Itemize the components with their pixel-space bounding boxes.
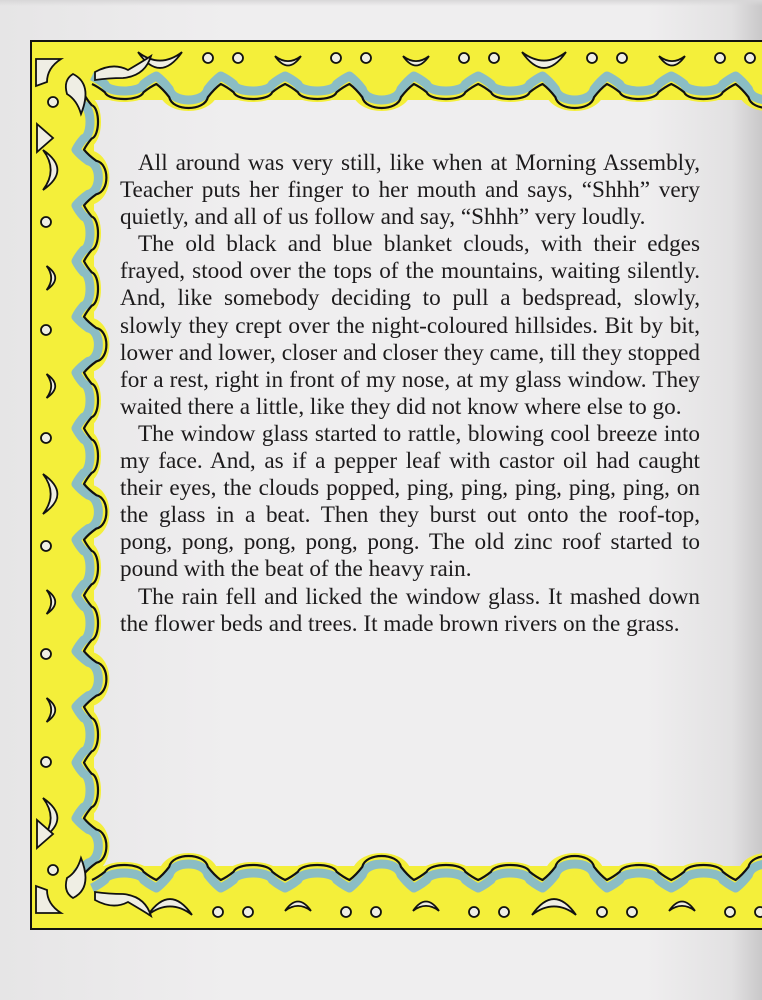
story-text: [120, 150, 700, 638]
story-paragraph-4: The rain fell and licked the window glass. It mashed down the flower beds and trees. It made brown rivers on the grass.: [120, 583, 700, 637]
bead-circle-icon: [203, 53, 213, 63]
bead-circle-icon: [243, 907, 253, 917]
bead-circle-icon: [459, 53, 469, 63]
bead-circle-icon: [597, 907, 607, 917]
bead-circle-icon: [469, 907, 479, 917]
bead-circle-icon: [41, 541, 51, 551]
bead-circle-icon: [715, 53, 725, 63]
bead-circle-icon: [331, 53, 341, 63]
bead-circle-icon: [587, 53, 597, 63]
bead-circle-icon: [41, 433, 51, 443]
bead-circle-icon: [361, 53, 371, 63]
story-paragraph-2: The old black and blue blanket clouds, with their edges frayed, stood over the tops of the mountains, waiting silently. And, like somebody deciding to pull a bedspread, slowly, slowly they crept over the night-coloured hillsides. Bit by bit, lower and lower, closer and closer they came, till they stopped for a rest, right in front of my nose, at my glass window. They waited there a little, like they did not know where else to go.: [120, 231, 700, 420]
bead-circle-icon: [617, 53, 627, 63]
bead-circle-icon: [499, 907, 509, 917]
bead-circle-icon: [213, 907, 223, 917]
bead-circle-icon: [489, 53, 499, 63]
story-paragraph-3: The window glass started to rattle, blowing cool breeze into my face. And, as if a pepper leaf with castor oil had caught their eyes, the clouds popped, ping, ping, ping, ping, ping, on the glass in a beat. Then they burst out onto the roof-top, pong, pong, pong, pong, pong. The old zinc roof started to pound with the beat of the heavy rain.: [120, 420, 700, 583]
bead-circle-icon: [41, 217, 51, 227]
bead-circle-icon: [233, 53, 243, 63]
bead-circle-icon: [341, 907, 351, 917]
bead-circle-icon: [41, 649, 51, 659]
bead-circle-icon: [725, 907, 735, 917]
bead-circle-icon: [371, 907, 381, 917]
bead-circle-icon: [41, 325, 51, 335]
bead-circle-icon: [41, 757, 51, 767]
story-paragraph-1: All around was very still, like when at Morning Assembly, Teacher puts her finger to her mouth and says, “Shhh” very quietly, and all of us follow and say, “Shhh” very loudly.: [120, 150, 700, 231]
bead-circle-icon: [745, 53, 755, 63]
bead-circle-icon: [755, 907, 762, 917]
bead-circle-icon: [627, 907, 637, 917]
